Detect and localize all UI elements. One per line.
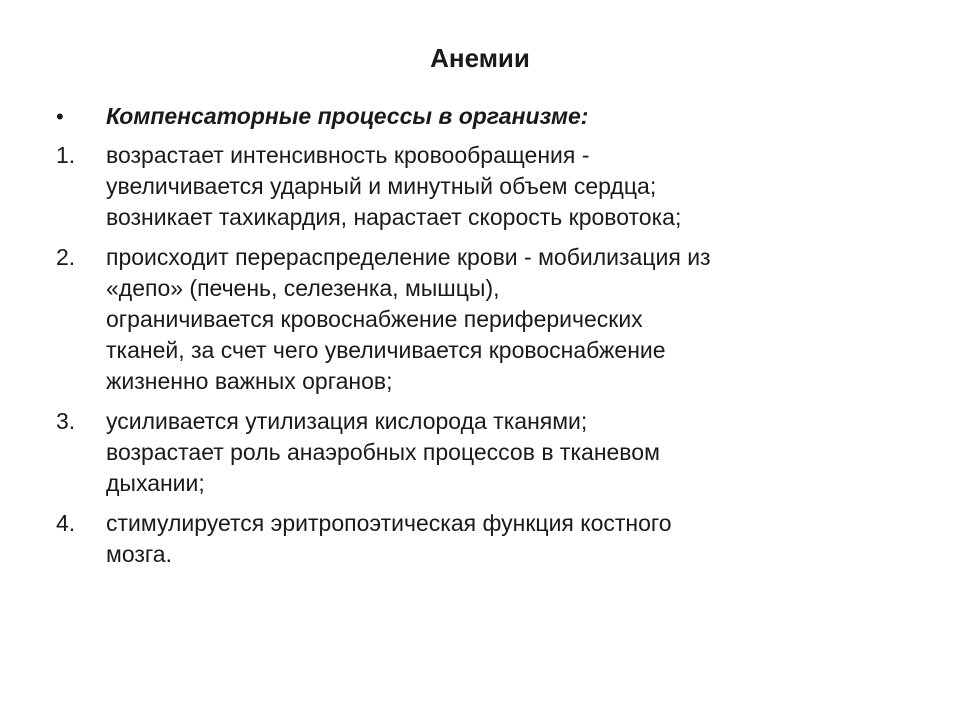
list-item-number: 4. [56, 510, 76, 536]
slide-title: Анемии [430, 43, 530, 73]
section-heading: Компенсаторные процессы в организме: [106, 103, 589, 129]
list-item-text: происходит перераспределение крови - мобилизация из «депо» (печень, селезенка, мышцы), ограничивается кровоснабжение периферических тканей, за счет чего увеличивается кровоснабжение жизненно важных органов; [106, 244, 711, 394]
bullet-icon: • [56, 104, 64, 129]
list-item [56, 406, 896, 499]
list-item-number: 2. [56, 244, 76, 270]
list-item [56, 242, 896, 397]
numbered-list [56, 140, 896, 579]
list-item-number: 3. [56, 408, 76, 434]
list-item [56, 508, 896, 570]
list-item [56, 140, 896, 233]
list-item-text: возрастает интенсивность кровообращения - увеличивается ударный и минутный объем сердца; возникает тахикардия, нарастает скорость кровотока; [106, 142, 682, 230]
list-item-number: 1. [56, 142, 76, 168]
list-item-text: усиливается утилизация кислорода тканями; возрастает роль анаэробных процессов в тканевом дыхании; [106, 408, 660, 496]
bullet-heading-row [56, 100, 896, 133]
list-item-text: стимулируется эритропоэтическая функция костного мозга. [106, 510, 672, 567]
